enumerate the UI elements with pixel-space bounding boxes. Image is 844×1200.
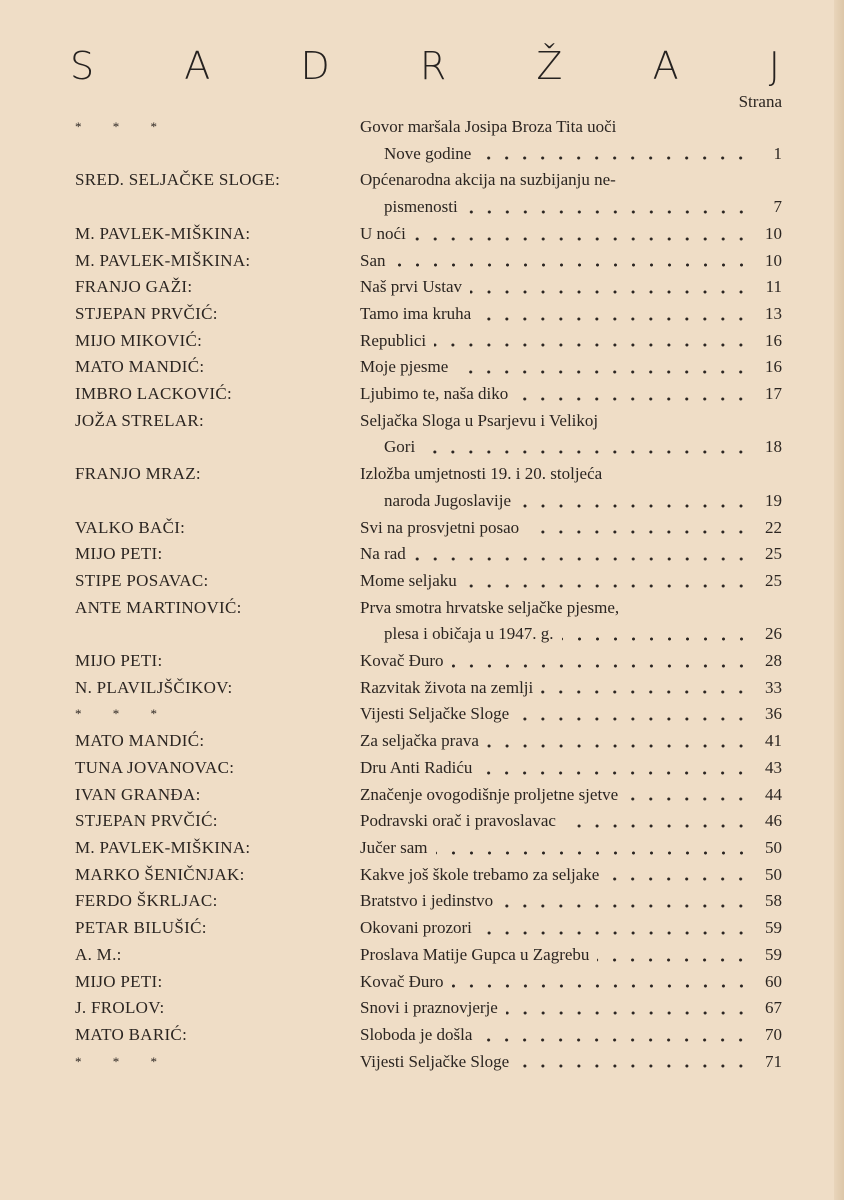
toc-entry <box>75 1049 782 1076</box>
title-letter: J <box>768 44 780 88</box>
toc-entry <box>75 888 782 915</box>
dot-leader <box>394 263 751 267</box>
toc-entry <box>75 648 782 675</box>
entry-title <box>360 114 782 167</box>
dot-leader <box>506 1011 750 1015</box>
toc-entry <box>75 354 782 381</box>
toc-entry <box>75 595 782 648</box>
entry-author: N. PLAVILJŠČIKOV: <box>75 677 233 697</box>
entry-page-number: 60 <box>765 971 782 991</box>
toc-entry <box>75 915 782 942</box>
entry-page-number: 44 <box>765 784 782 804</box>
dot-leader <box>527 530 750 534</box>
entry-author: MIJO PETI: <box>75 971 163 991</box>
entry-title <box>360 782 782 809</box>
entry-author: * * * <box>75 1053 171 1069</box>
entry-author: TUNA JOVANOVAC: <box>75 757 235 777</box>
toc-entry <box>75 675 782 702</box>
title-letter: D <box>300 44 330 88</box>
entry-page-number: 18 <box>765 437 782 457</box>
entry-title <box>360 354 782 381</box>
entry-title-line: Nove godine <box>384 143 472 163</box>
entry-title <box>360 381 782 408</box>
entry-title <box>360 995 782 1022</box>
dot-leader <box>480 931 750 935</box>
entry-page-number: 28 <box>765 651 782 671</box>
entry-page-number: 19 <box>765 490 782 510</box>
entry-title-line: Dru Anti Radiću <box>360 757 473 777</box>
entry-title-line: Gori <box>384 437 416 457</box>
entry-title <box>360 1049 782 1076</box>
entry-page-number: 10 <box>765 250 782 270</box>
dot-leader <box>501 904 750 908</box>
entry-author: FERDO ŠKRLJAC: <box>75 891 218 911</box>
entry-page-number: 7 <box>773 197 782 217</box>
toc-entry <box>75 755 782 782</box>
entry-title <box>360 301 782 328</box>
entry-title <box>360 755 782 782</box>
dot-leader <box>436 851 750 855</box>
toc-entry <box>75 114 782 167</box>
entry-author: MIJO PETI: <box>75 651 163 671</box>
page-edge <box>834 0 844 1200</box>
entry-title-line: Kovač Đuro <box>360 971 444 991</box>
dot-leader <box>562 637 751 641</box>
entry-title-line: Naš prvi Ustav <box>360 277 462 297</box>
entry-title <box>360 808 782 835</box>
toc-entry <box>75 969 782 996</box>
dot-leader <box>517 717 750 721</box>
entry-page-number: 16 <box>765 357 782 377</box>
entry-author: JOŽA STRELAR: <box>75 410 205 430</box>
entry-title <box>360 274 782 301</box>
entry-title-line: Republici <box>360 330 427 350</box>
entry-title-line: Prva smotra hrvatske seljačke pjesme, <box>360 597 620 617</box>
entry-author: MARKO ŠENIČNJAK: <box>75 864 245 884</box>
entry-title-line: Tamo ima kruha <box>360 303 472 323</box>
entry-title-line: Govor maršala Josipa Broza Tita uoči <box>360 117 617 136</box>
entry-author: * * * <box>75 119 171 134</box>
entry-page-number: 50 <box>765 864 782 884</box>
entry-title-line: Podravski orač i pravoslavac <box>360 811 556 831</box>
entry-author: PETAR BILUŠIĆ: <box>75 918 207 938</box>
dot-leader <box>479 317 750 321</box>
toc-entry <box>75 381 782 408</box>
entry-title <box>360 167 782 220</box>
title-letter: Ž <box>536 44 563 88</box>
entry-title <box>360 515 782 542</box>
entry-page-number: 10 <box>765 223 782 243</box>
toc-entry <box>75 328 782 355</box>
entry-page-number: 1 <box>773 143 782 163</box>
entry-title <box>360 328 782 355</box>
entry-title-line: pismenosti <box>384 197 458 217</box>
dot-leader <box>519 504 750 508</box>
entry-page-number: 59 <box>765 918 782 938</box>
toc-entry <box>75 274 782 301</box>
entry-author: M. PAVLEK-MIŠKINA: <box>75 837 251 857</box>
entry-page-number: 41 <box>765 731 782 751</box>
entry-page-number: 59 <box>765 944 782 964</box>
entry-author: STJEPAN PRVČIĆ: <box>75 811 218 831</box>
entry-title <box>360 595 782 648</box>
toc-entry <box>75 728 782 755</box>
entry-title-line: Seljačka Sloga u Psarjevu i Velikoj <box>360 410 599 430</box>
dot-leader <box>480 1038 750 1042</box>
toc-entry <box>75 541 782 568</box>
entry-page-number: 58 <box>765 891 782 911</box>
entry-title <box>360 915 782 942</box>
entry-author: M. PAVLEK-MIŠKINA: <box>75 223 251 243</box>
dot-leader <box>517 1064 750 1068</box>
title-letter: A <box>652 44 679 88</box>
entry-title-line: U noći <box>360 223 406 243</box>
entry-author: STJEPAN PRVČIĆ: <box>75 303 218 323</box>
entry-title-line: San <box>360 250 386 270</box>
toc-entry <box>75 221 782 248</box>
entry-page-number: 16 <box>765 330 782 350</box>
entry-page-number: 36 <box>765 704 782 724</box>
toc-entry <box>75 808 782 835</box>
entry-author: MIJO MIKOVIĆ: <box>75 330 203 350</box>
entry-title-line: Proslava Matije Gupca u Zagrebu <box>360 944 590 964</box>
entry-title-line: naroda Jugoslavije <box>384 490 511 510</box>
entry-title <box>360 835 782 862</box>
toc-entry <box>75 568 782 595</box>
dot-leader <box>487 744 750 748</box>
entry-title-line: Ljubimo te, naša diko <box>360 384 509 404</box>
entry-title <box>360 675 782 702</box>
entry-page-number: 43 <box>765 757 782 777</box>
entry-title <box>360 862 782 889</box>
dot-leader <box>452 984 750 988</box>
entry-title <box>360 221 782 248</box>
page-title <box>70 44 780 88</box>
entry-title <box>360 1022 782 1049</box>
entry-title-line: Izložba umjetnosti 19. i 20. stoljeća <box>360 464 603 484</box>
entry-page-number: 25 <box>765 544 782 564</box>
toc-entry <box>75 835 782 862</box>
entry-title-line: Na rad <box>360 544 406 564</box>
entry-author: FRANJO MRAZ: <box>75 464 201 484</box>
entry-title <box>360 888 782 915</box>
entry-author: IMBRO LACKOVIĆ: <box>75 384 233 404</box>
entry-title <box>360 568 782 595</box>
dot-leader <box>470 290 750 294</box>
entry-title-line: Kovač Đuro <box>360 651 444 671</box>
entry-author: MATO BARIĆ: <box>75 1024 188 1044</box>
dot-leader <box>414 237 750 241</box>
entry-title-line: Jučer sam <box>360 837 428 857</box>
toc-entry <box>75 248 782 275</box>
entry-page-number: 67 <box>765 998 782 1018</box>
dot-leader <box>607 877 750 881</box>
entry-page-number: 13 <box>765 303 782 323</box>
dot-leader <box>626 797 750 801</box>
title-letter: A <box>184 44 211 88</box>
entry-title <box>360 728 782 755</box>
entry-page-number: 46 <box>765 811 782 831</box>
entry-page-number: 25 <box>765 570 782 590</box>
entry-page-number: 50 <box>765 837 782 857</box>
entry-title-line: Svi na prosvjetni posao <box>360 517 520 537</box>
entry-page-number: 11 <box>765 277 782 297</box>
entry-title-line: Za seljačka prava <box>360 731 479 751</box>
entry-title-line: Snovi i praznovjerje <box>360 998 498 1018</box>
entry-author: IVAN GRANĐA: <box>75 784 201 804</box>
entry-author: STIPE POSAVAC: <box>75 570 209 590</box>
entry-title <box>360 969 782 996</box>
entry-page-number: 22 <box>765 517 782 537</box>
entry-title <box>360 648 782 675</box>
entry-author: FRANJO GAŽI: <box>75 277 193 297</box>
toc-entry <box>75 995 782 1022</box>
toc-entry <box>75 461 782 514</box>
entry-title <box>360 408 782 461</box>
table-of-contents <box>75 114 782 1075</box>
entry-title-line: Vijesti Seljačke Sloge <box>360 1051 510 1071</box>
entry-title-line: Moje pjesme <box>360 357 449 377</box>
entry-page-number: 71 <box>765 1051 782 1071</box>
entry-title <box>360 942 782 969</box>
entry-title-line: Vijesti Seljačke Sloge <box>360 704 510 724</box>
toc-entry <box>75 515 782 542</box>
dot-leader <box>466 210 750 214</box>
dot-leader <box>452 664 750 668</box>
title-letter: S <box>70 44 95 88</box>
toc-entry <box>75 408 782 461</box>
toc-entry <box>75 301 782 328</box>
entry-title-line: Razvitak života na zemlji <box>360 677 534 697</box>
entry-page-number: 26 <box>765 624 782 644</box>
entry-author: M. PAVLEK-MIŠKINA: <box>75 250 251 270</box>
entry-title-line: Okovani prozori <box>360 918 472 938</box>
entry-title <box>360 541 782 568</box>
dot-leader <box>434 343 750 347</box>
dot-leader <box>414 557 750 561</box>
toc-entry <box>75 862 782 889</box>
entry-author: SRED. SELJAČKE SLOGE: <box>75 170 281 190</box>
entry-page-number: 70 <box>765 1024 782 1044</box>
entry-title <box>360 248 782 275</box>
dot-leader <box>480 771 750 775</box>
entry-author: VALKO BAČI: <box>75 517 186 537</box>
toc-entry <box>75 1022 782 1049</box>
dot-leader <box>597 958 750 962</box>
entry-author: ANTE MARTINOVIĆ: <box>75 597 242 617</box>
entry-title-line: Kakve još škole trebamo za seljake <box>360 864 600 884</box>
entry-author: A. M.: <box>75 944 122 964</box>
entry-title-line: Mome seljaku <box>360 570 457 590</box>
entry-page-number: 17 <box>765 384 782 404</box>
dot-leader <box>423 450 750 454</box>
dot-leader <box>516 397 750 401</box>
entry-author: MATO MANDIĆ: <box>75 357 205 377</box>
entry-title <box>360 701 782 728</box>
dot-leader <box>541 690 750 694</box>
entry-title-line: Sloboda je došla <box>360 1024 473 1044</box>
entry-author: J. FROLOV: <box>75 998 165 1018</box>
toc-entry <box>75 782 782 809</box>
entry-title-line: Općenarodna akcija na suzbijanju ne- <box>360 170 616 190</box>
entry-title-line: Značenje ovogodišnje proljetne sjetve <box>360 784 619 804</box>
dot-leader <box>465 584 750 588</box>
entry-author: MATO MANDIĆ: <box>75 731 205 751</box>
entry-page-number: 33 <box>765 677 782 697</box>
entry-title <box>360 461 782 514</box>
dot-leader <box>479 156 750 160</box>
dot-leader <box>456 370 750 374</box>
title-letter: R <box>419 44 447 88</box>
entry-author: MIJO PETI: <box>75 544 163 564</box>
toc-entry <box>75 701 782 728</box>
entry-title-line: Bratstvo i jedinstvo <box>360 891 494 911</box>
entry-author: * * * <box>75 706 171 722</box>
toc-entry <box>75 942 782 969</box>
page-column-label: Strana <box>738 92 782 111</box>
dot-leader <box>564 824 750 828</box>
toc-entry <box>75 167 782 220</box>
entry-title-line: plesa i običaja u 1947. g. <box>384 624 554 644</box>
